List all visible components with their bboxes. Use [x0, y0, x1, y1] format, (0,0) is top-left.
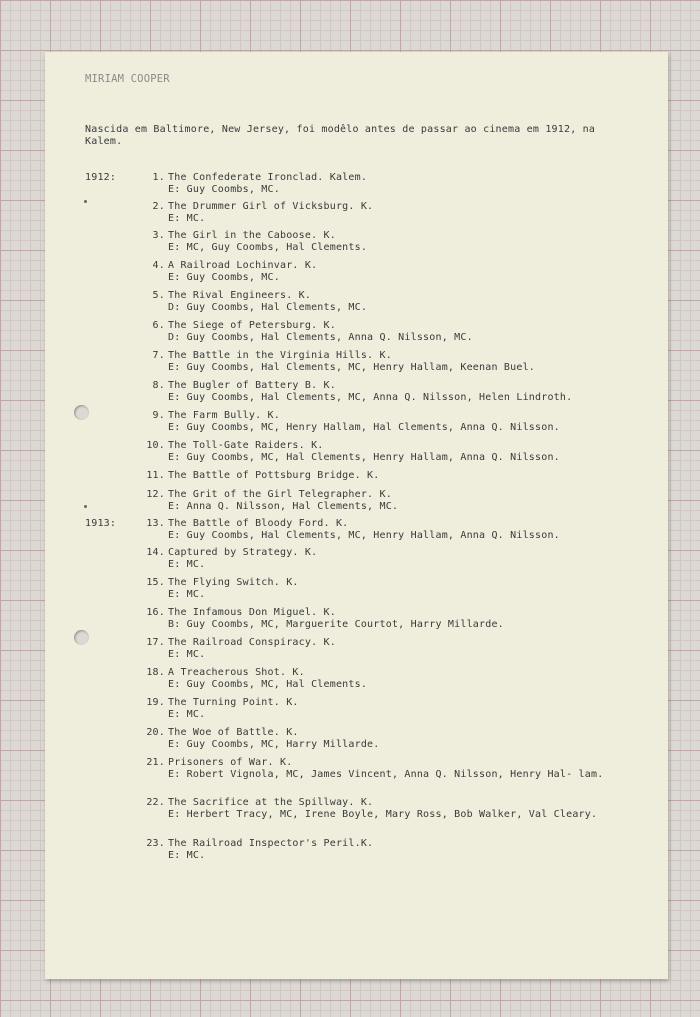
intro-paragraph: Nascida em Baltimore, New Jersey, foi modêlo antes de passar ao cinema em 1912, na Kalem. [85, 124, 596, 147]
entry-credits: E: Guy Coombs, Hal Clements, MC, Anna Q. Nilsson, Helen Lindroth. [168, 392, 573, 403]
entry-credits: E: Guy Coombs, MC, Harry Millarde. [168, 739, 380, 750]
entry-credits: E: MC. [168, 559, 206, 570]
document-page [45, 52, 668, 979]
entry-credits: D: Guy Coombs, Hal Clements, Anna Q. Nilsson, MC. [168, 332, 473, 343]
entry-title: Prisoners of War. K. [168, 757, 293, 768]
entry-title: The Girl in the Caboose. K. [168, 230, 336, 241]
entry-credits: E: Herbert Tracy, MC, Irene Boyle, Mary Ross, Bob Walker, Val Cleary. [168, 809, 598, 820]
entry-number: 13. [146, 518, 165, 529]
entry-title: The Battle in the Virginia Hills. K. [168, 350, 392, 361]
entry-credits: E: MC, Guy Coombs, Hal Clements. [168, 242, 368, 253]
entry-title: The Battle of Bloody Ford. K. [168, 518, 349, 529]
entry-title: The Siege of Petersburg. K. [168, 320, 336, 331]
entry-title: The Rival Engineers. K. [168, 290, 312, 301]
entry-credits: E: MC. [168, 850, 206, 861]
entry-number: 22. [146, 797, 165, 808]
entry-year: 1913: [85, 518, 117, 529]
entry-title: A Treacherous Shot. K. [168, 667, 305, 678]
entry-credits: E: Anna Q. Nilsson, Hal Clements, MC. [168, 501, 399, 512]
entry-credits: E: Robert Vignola, MC, James Vincent, Anna Q. Nilsson, Henry Hal- lam. [168, 769, 604, 780]
entry-title: The Railroad Conspiracy. K. [168, 637, 336, 648]
entry-credits: E: Guy Coombs, MC, Hal Clements, Henry Hallam, Anna Q. Nilsson. [168, 452, 560, 463]
punch-hole [74, 630, 89, 645]
entry-number: 5. [152, 290, 165, 301]
entry-number: 19. [146, 697, 165, 708]
entry-credits: B: Guy Coombs, MC, Marguerite Courtot, Harry Millarde. [168, 619, 504, 630]
entry-title: The Flying Switch. K. [168, 577, 299, 588]
entry-title: The Farm Bully. K. [168, 410, 280, 421]
entry-credits: E: Guy Coombs, MC. [168, 184, 280, 195]
entry-number: 8. [152, 380, 165, 391]
entry-number: 2. [152, 201, 165, 212]
entry-credits: E: MC. [168, 649, 206, 660]
entry-number: 18. [146, 667, 165, 678]
entry-number: 23. [146, 838, 165, 849]
entry-title: The Woe of Battle. K. [168, 727, 299, 738]
entry-year: 1912: [85, 172, 117, 183]
punch-hole [74, 405, 89, 420]
entry-credits: E: MC. [168, 589, 206, 600]
entry-number: 20. [146, 727, 165, 738]
entry-title: The Battle of Pottsburg Bridge. K. [168, 470, 380, 481]
entry-number: 14. [146, 547, 165, 558]
entry-credits: E: Guy Coombs, Hal Clements, MC, Henry Hallam, Keenan Buel. [168, 362, 536, 373]
entry-number: 4. [152, 260, 165, 271]
entry-number: 15. [146, 577, 165, 588]
entry-number: 17. [146, 637, 165, 648]
entry-number: 9. [152, 410, 165, 421]
bullet-mark [84, 505, 87, 508]
bullet-mark [84, 200, 87, 203]
entry-credits: E: Guy Coombs, Hal Clements, MC, Henry Hallam, Anna Q. Nilsson. [168, 530, 560, 541]
entry-number: 16. [146, 607, 165, 618]
entry-title: Captured by Strategy. K. [168, 547, 318, 558]
entry-credits: E: MC. [168, 709, 206, 720]
entry-title: A Railroad Lochinvar. K. [168, 260, 318, 271]
entry-title: The Toll-Gate Raiders. K. [168, 440, 324, 451]
entry-credits: E: MC. [168, 213, 206, 224]
entry-number: 6. [152, 320, 165, 331]
entry-number: 3. [152, 230, 165, 241]
entry-number: 10. [146, 440, 165, 451]
entry-credits: E: Guy Coombs, MC, Henry Hallam, Hal Clements, Anna Q. Nilsson. [168, 422, 560, 433]
entry-number: 7. [152, 350, 165, 361]
entry-title: The Bugler of Battery B. K. [168, 380, 336, 391]
entry-title: The Sacrifice at the Spillway. K. [168, 797, 374, 808]
entry-title: The Grit of the Girl Telegrapher. K. [168, 489, 392, 500]
entry-credits: E: Guy Coombs, MC. [168, 272, 280, 283]
entry-title: The Railroad Inspector's Peril.K. [168, 838, 374, 849]
entry-title: The Turning Point. K. [168, 697, 299, 708]
entry-title: The Drummer Girl of Vicksburg. K. [168, 201, 374, 212]
entry-title: The Infamous Don Miguel. K. [168, 607, 336, 618]
entry-number: 1. [152, 172, 165, 183]
entry-number: 21. [146, 757, 165, 768]
entry-title: The Confederate Ironclad. Kalem. [168, 172, 368, 183]
entry-credits: E: Guy Coombs, MC, Hal Clements. [168, 679, 368, 690]
entry-number: 11. [146, 470, 165, 481]
entry-credits: D: Guy Coombs, Hal Clements, MC. [168, 302, 368, 313]
document-header: MIRIAM COOPER [85, 73, 170, 85]
entry-number: 12. [146, 489, 165, 500]
